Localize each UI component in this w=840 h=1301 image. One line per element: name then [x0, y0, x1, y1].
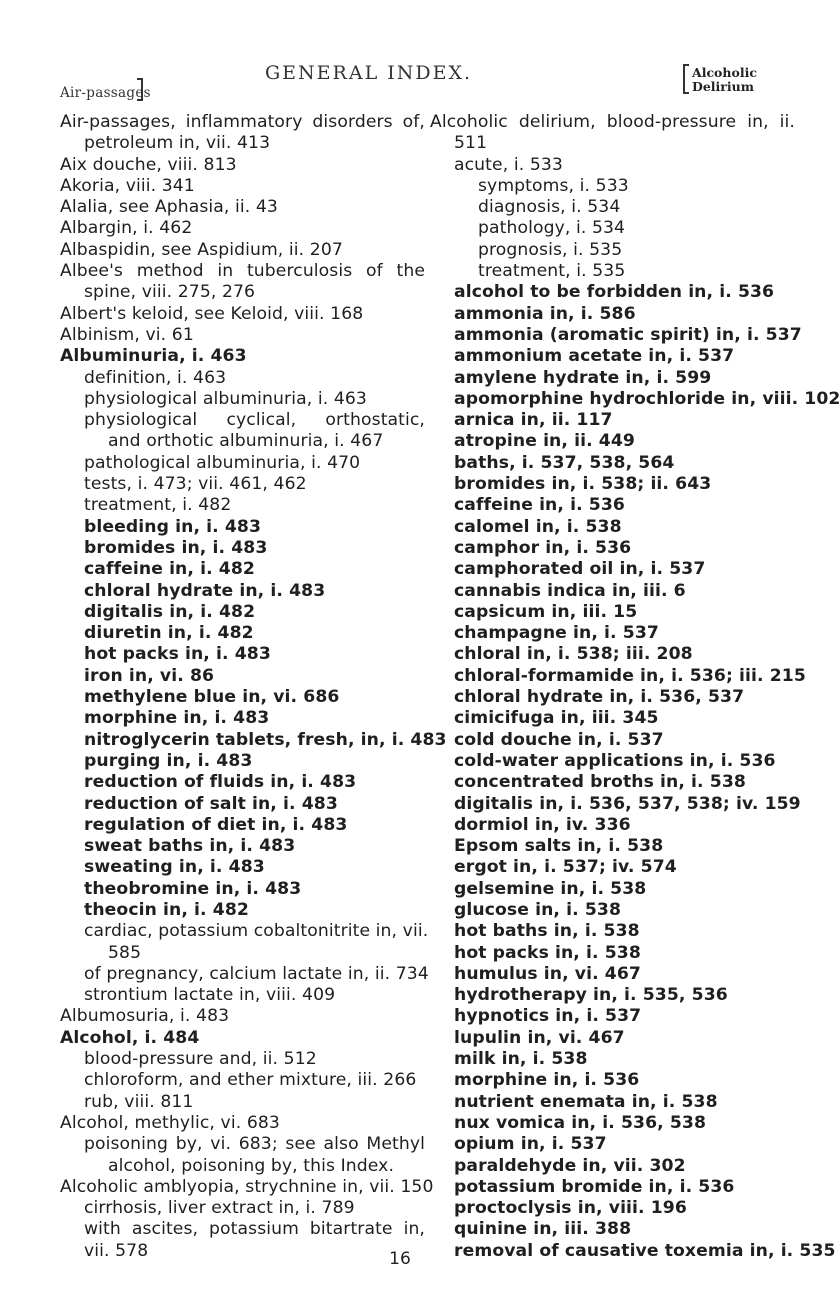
index-entry: strontium lactate in, viii. 409	[84, 985, 336, 1006]
index-entry: prognosis, i. 535	[478, 239, 623, 260]
index-entry: camphor in, i. 536	[454, 537, 632, 558]
index-entry: nutrient enemata in, i. 538	[454, 1091, 718, 1112]
index-entry: hydrotherapy in, i. 535, 536	[454, 985, 728, 1006]
index-entry: caffeine in, i. 482	[84, 559, 255, 580]
index-entry: pathological albuminuria, i. 470	[84, 452, 361, 473]
running-header	[0, 60, 800, 100]
index-entry: bleeding in, i. 483	[84, 516, 262, 537]
header-left-guide-word: Air-passages	[60, 85, 151, 101]
index-entry: caffeine in, i. 536	[454, 495, 625, 516]
index-entry: rub, viii. 811	[84, 1091, 194, 1112]
index-entry: concentrated broths in, i. 538	[454, 772, 746, 793]
index-entry: reduction of fluids in, i. 483	[84, 772, 357, 793]
index-entry: physiological albuminuria, i. 463	[84, 388, 367, 409]
index-entry: gelsemine in, i. 538	[454, 878, 647, 899]
index-entry: dormiol in, iv. 336	[454, 814, 631, 835]
index-entry: opium in, i. 537	[454, 1134, 607, 1155]
index-entry: baths, i. 537, 538, 564	[454, 452, 675, 473]
index-entry: Albuminuria, i. 463	[60, 346, 247, 367]
index-entry: pathology, i. 534	[478, 218, 626, 239]
index-entry: Alcoholic delirium, blood-pressure in, ii.	[430, 112, 795, 132]
index-entry: chloroform, and ether mixture, iii. 266	[84, 1070, 417, 1091]
page-number: 16	[389, 1249, 411, 1269]
index-entry: Akoria, viii. 341	[60, 175, 195, 196]
index-entry: proctoclysis in, viii. 196	[454, 1198, 687, 1219]
index-entry: blood-pressure and, ii. 512	[84, 1049, 317, 1070]
index-entry: 585	[108, 942, 142, 963]
index-entry: treatment, i. 482	[84, 495, 232, 516]
index-entry: chloral hydrate in, i. 483	[84, 580, 326, 601]
index-entry: arnica in, ii. 117	[454, 410, 613, 431]
index-entry: spine, viii. 275, 276	[84, 282, 256, 303]
index-entry: nux vomica in, i. 536, 538	[454, 1112, 707, 1133]
header-right-bracket	[683, 64, 689, 94]
index-entry: of pregnancy, calcium lactate in, ii. 734	[84, 963, 429, 984]
index-entry: reduction of salt in, i. 483	[84, 793, 338, 814]
index-entry: chloral-formamide in, i. 536; iii. 215	[454, 665, 806, 686]
index-entry: iron in, vi. 86	[84, 665, 215, 686]
index-entry: chloral hydrate in, i. 536, 537	[454, 687, 745, 708]
index-entry: chloral in, i. 538; iii. 208	[454, 644, 693, 665]
index-entry: Albaspidin, see Aspidium, ii. 207	[60, 239, 343, 260]
index-entry: Albinism, vi. 61	[60, 324, 194, 345]
index-entry: Aix douche, viii. 813	[60, 154, 237, 175]
index-entry: cold douche in, i. 537	[454, 729, 664, 750]
index-entry: Alcoholic amblyopia, strychnine in, vii. 150	[60, 1176, 434, 1197]
index-entry: 511	[454, 133, 488, 154]
index-entry: potassium bromide in, i. 536	[454, 1176, 735, 1197]
index-entry: Albert's keloid, see Keloid, viii. 168	[60, 303, 364, 324]
index-entry: and orthotic albuminuria, i. 467	[108, 431, 384, 452]
index-entry: diuretin in, i. 482	[84, 623, 254, 644]
index-column-left	[60, 112, 447, 1262]
index-entry: cimicifuga in, iii. 345	[454, 708, 659, 729]
index-entry: definition, i. 463	[84, 367, 227, 388]
index-entry: cold-water applications in, i. 536	[454, 750, 776, 771]
index-entry: acute, i. 533	[454, 154, 563, 175]
index-entry: hot baths in, i. 538	[454, 921, 640, 942]
index-entry: amylene hydrate in, i. 599	[454, 367, 712, 388]
index-entry: poisoning by, vi. 683; see also Methyl	[84, 1134, 425, 1155]
header-right-line-1: Alcoholic	[692, 65, 757, 80]
index-entry: theocin in, i. 482	[84, 899, 249, 920]
index-entry: digitalis in, i. 536, 537, 538; iv. 159	[454, 793, 801, 814]
index-entry: Alalia, see Aphasia, ii. 43	[60, 197, 278, 218]
index-entry: Alcohol, i. 484	[60, 1027, 200, 1048]
index-entry: paraldehyde in, vii. 302	[454, 1155, 686, 1176]
header-left-bracket	[137, 78, 143, 101]
index-entry: milk in, i. 538	[454, 1049, 588, 1070]
index-entry: cardiac, potassium cobaltonitrite in, vii.	[84, 921, 429, 942]
index-entry: cirrhosis, liver extract in, i. 789	[84, 1198, 355, 1219]
index-entry: bromides in, i. 538; ii. 643	[454, 474, 712, 495]
index-entry: Albargin, i. 462	[60, 218, 193, 239]
index-entry: sweat baths in, i. 483	[84, 836, 296, 857]
index-entry: ammonia in, i. 586	[454, 303, 636, 324]
index-entry: morphine in, i. 536	[454, 1070, 640, 1091]
index-entry: cannabis indica in, iii. 6	[454, 580, 686, 601]
index-entry: ammonia (aromatic spirit) in, i. 537	[454, 324, 802, 345]
index-entry: vii. 578	[84, 1240, 149, 1261]
index-entry: petroleum in, vii. 413	[84, 133, 271, 154]
index-entry: capsicum in, iii. 15	[454, 601, 638, 622]
index-entry: Albee's method in tuberculosis of the	[60, 261, 425, 282]
index-entry: alcohol to be forbidden in, i. 536	[454, 282, 775, 303]
index-entry: tests, i. 473; vii. 461, 462	[84, 474, 307, 495]
index-entry: glucose in, i. 538	[454, 899, 622, 920]
index-entry: hot packs in, i. 483	[84, 644, 271, 665]
index-entry: Epsom salts in, i. 538	[454, 836, 664, 857]
index-entry: ammonium acetate in, i. 537	[454, 346, 735, 367]
index-entry: Air-passages, inflammatory disorders of,	[60, 112, 425, 132]
index-entry: digitalis in, i. 482	[84, 601, 256, 622]
header-right-line-2: Delirium	[692, 79, 754, 94]
index-entry: diagnosis, i. 534	[478, 197, 621, 218]
index-entry: treatment, i. 535	[478, 261, 626, 282]
index-entry: theobromine in, i. 483	[84, 878, 302, 899]
header-title: GENERAL INDEX.	[265, 62, 473, 84]
index-column-right	[430, 112, 840, 1262]
index-entry: regulation of diet in, i. 483	[84, 814, 348, 835]
index-entry: methylene blue in, vi. 686	[84, 687, 340, 708]
index-entry: quinine in, iii. 388	[454, 1219, 632, 1240]
index-entry: apomorphine hydrochloride in, viii. 102	[454, 388, 840, 409]
index-entry: atropine in, ii. 449	[454, 431, 635, 452]
index-entry: hot packs in, i. 538	[454, 942, 641, 963]
index-entry: calomel in, i. 538	[454, 516, 622, 537]
index-entry: ergot in, i. 537; iv. 574	[454, 857, 677, 878]
index-entry: purging in, i. 483	[84, 750, 253, 771]
index-entry: camphorated oil in, i. 537	[454, 559, 706, 580]
index-entry: nitroglycerin tablets, fresh, in, i. 483	[84, 729, 447, 750]
index-entry: champagne in, i. 537	[454, 623, 659, 644]
index-entry: hypnotics in, i. 537	[454, 1006, 642, 1027]
index-entry: symptoms, i. 533	[478, 175, 629, 196]
index-entry: Alcohol, methylic, vi. 683	[60, 1112, 280, 1133]
index-entry: Albumosuria, i. 483	[60, 1006, 230, 1027]
index-entry: removal of causative toxemia in, i. 535	[454, 1240, 836, 1261]
index-entry: morphine in, i. 483	[84, 708, 270, 729]
index-entry: lupulin in, vi. 467	[454, 1027, 625, 1048]
index-entry: humulus in, vi. 467	[454, 963, 641, 984]
index-entry: physiological cyclical, orthostatic,	[84, 410, 425, 431]
index-entry: bromides in, i. 483	[84, 537, 268, 558]
index-entry: sweating in, i. 483	[84, 857, 265, 878]
index-entry: alcohol, poisoning by, this Index.	[108, 1155, 395, 1176]
index-entry: with ascites, potassium bitartrate in,	[84, 1219, 425, 1240]
header-right-guide-word	[692, 66, 757, 94]
